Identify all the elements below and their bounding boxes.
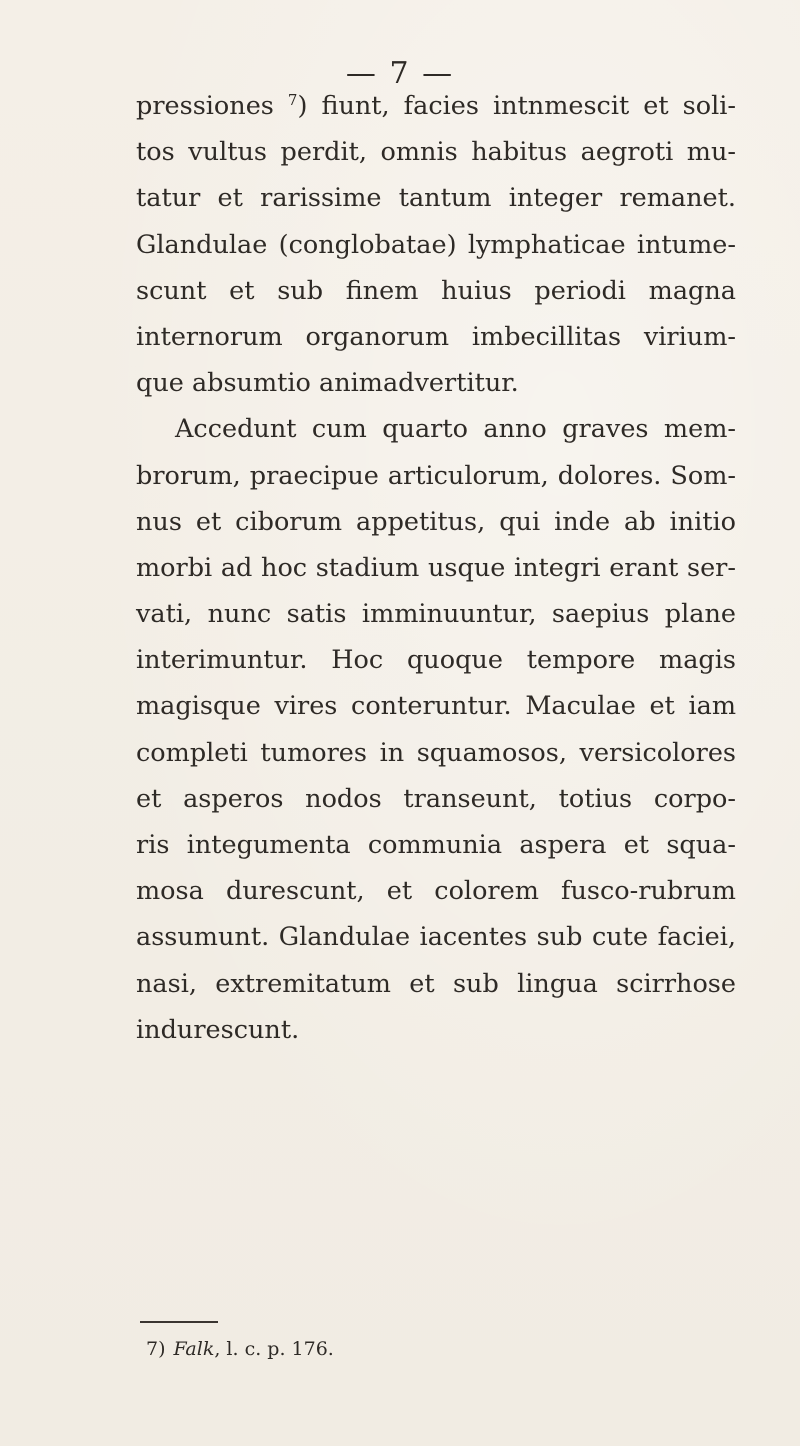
text-line: internorum organorum imbecillitas virium- (136, 321, 736, 352)
text-line: scunt et sub finem huius periodi magna (136, 275, 736, 306)
footnote-mark: 7) (146, 1338, 166, 1360)
text-segment: pressiones (136, 91, 288, 121)
text-line: et asperos nodos transeunt, totius corpo- (136, 783, 736, 814)
text-line: ris integumenta communia aspera et squa- (136, 830, 736, 860)
footnote-reference[interactable]: 7 (287, 91, 298, 109)
text-line: que absumtio animadvertitur. (136, 368, 519, 399)
text-line: nus et ciborum appetitus, qui inde ab initio (136, 506, 736, 537)
text-line: completi tumores in squamosos, versicolores (136, 737, 736, 768)
text-line: tos vultus perdit, omnis habitus aegroti mu- (136, 137, 736, 168)
paragraph-start-line: Accedunt cum quarto anno graves mem- (175, 414, 736, 445)
text-line: assumunt. Glandulae iacentes sub cute faciei, (136, 922, 736, 953)
text-line: tatur et rarissime tantum integer remanet. (136, 183, 736, 214)
text-line: mosa durescunt, et colorem fusco-rubrum (136, 876, 736, 907)
text-segment: ) fiunt, facies intnmescit et soli- (297, 91, 736, 121)
footnote-author: Falk (173, 1338, 215, 1360)
text-line: morbi ad hoc stadium usque integri erant ser- (136, 552, 736, 583)
footnote-citation: , l. c. p. 176. (214, 1338, 334, 1360)
page-number: — 7 — (345, 56, 455, 91)
text-line: magisque vires conteruntur. Maculae et iam (136, 691, 736, 722)
text-line: interimuntur. Hoc quoque tempore magis (136, 645, 736, 676)
text-line: Glandulae (conglobatae) lymphaticae intume- (136, 229, 736, 260)
body-text (136, 83, 736, 1053)
text-line: indurescunt. (136, 1014, 300, 1045)
text-line: vati, nunc satis imminuuntur, saepius plane (136, 599, 736, 630)
text-line: brorum, praecipue articulorum, dolores. Som- (136, 460, 736, 491)
footnote (146, 1335, 334, 1363)
text-line (136, 83, 736, 129)
footnote-divider (140, 1321, 218, 1323)
text-line: nasi, extremitatum et sub lingua scirrhose (136, 968, 736, 999)
